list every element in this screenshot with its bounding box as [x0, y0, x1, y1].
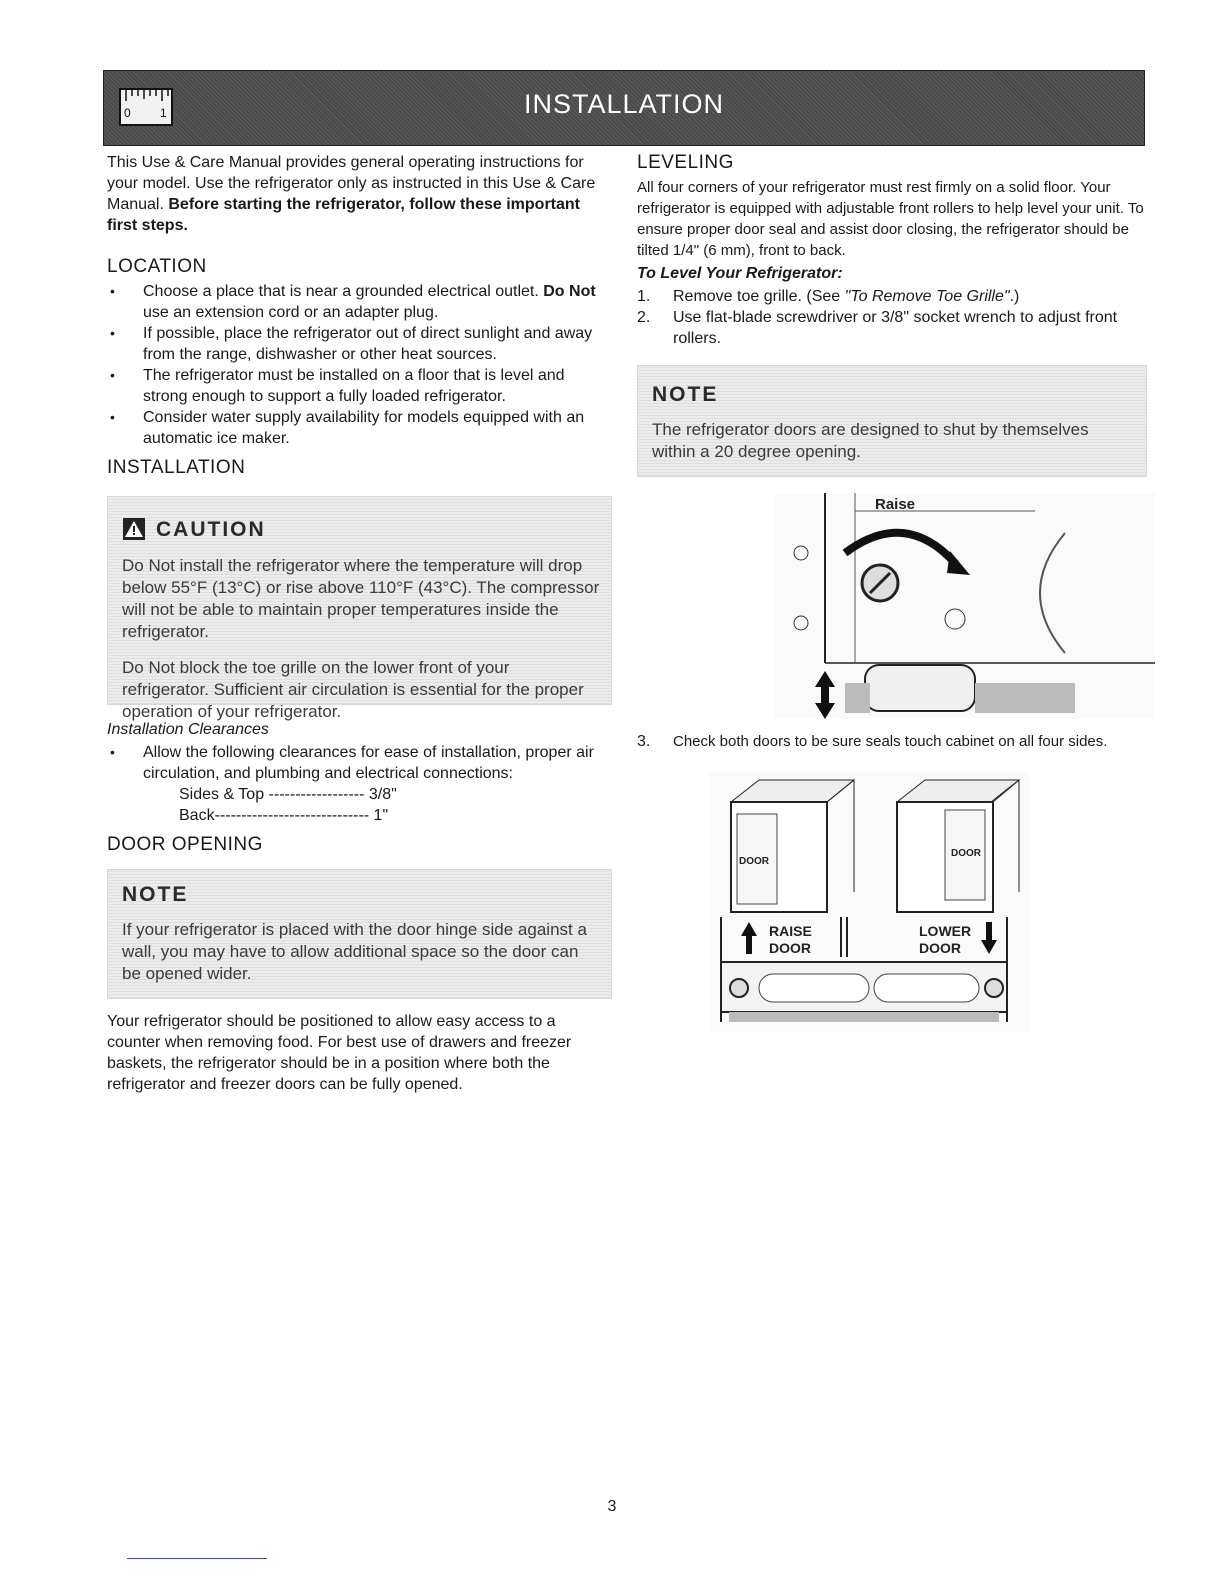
- location-list: [107, 281, 612, 449]
- caution-title: CAUTION: [122, 517, 601, 541]
- raise-label: Raise: [875, 496, 916, 513]
- list-item: • Choose a place that is near a grounded electrical outlet. Do Not use an extension cord or an adapter plug.: [107, 281, 612, 323]
- leveling-note-box: [637, 365, 1147, 477]
- raise-label: RAISE: [769, 923, 812, 939]
- list-item: 1. Remove toe grille. (See "To Remove Toe Grille".): [637, 288, 1020, 305]
- clearance-sides-top: Sides & Top ------------------ 3/8": [179, 786, 397, 803]
- list-item: • The refrigerator must be installed on a floor that is level and strong enough to support a fully loaded refrigerator.: [107, 365, 612, 407]
- ruler-label-0: 0: [124, 106, 131, 120]
- door-opening-heading: DOOR OPENING: [107, 834, 263, 855]
- clearance-back: Back----------------------------- 1": [179, 807, 389, 824]
- clearances-heading: Installation Clearances: [107, 721, 269, 738]
- roller-adjust-figure: [765, 493, 1165, 723]
- left-roller-icon: [730, 979, 748, 997]
- list-item: • Allow the following clearances for ease of installation, proper air circulation, and plumbing and electrical connections:: [107, 742, 612, 784]
- list-item: 3. Check both doors to be sure seals touch cabinet on all four sides.: [637, 733, 1108, 750]
- list-item: • Consider water supply availability for models equipped with an automatic ice maker.: [107, 407, 612, 449]
- right-column: [637, 152, 1147, 1032]
- warning-icon: [122, 517, 146, 541]
- leveling-step-3: [637, 731, 1147, 752]
- caution-text-1: Do Not install the refrigerator where the temperature will drop below 55°F (13°C) or rise above 110°F (43°C). The compressor will not be able to maintain proper temperatures inside the refrigerator.: [122, 556, 600, 641]
- door-opening-body: Your refrigerator should be positioned to allow easy access to a counter when removing food. For best use of drawers and freezer baskets, the refrigerator should be in a position where both the refrigerator and freezer doors can be fully opened.: [107, 1013, 572, 1093]
- door-left-label: DOOR: [739, 856, 769, 867]
- roller: [865, 665, 975, 711]
- intro-paragraph: This Use & Care Manual provides general operating instructions for your model. Use the refrigerator only as instructed in this Use & Care Manual. Before starting the refrigerator, follow these important first steps.: [107, 154, 596, 234]
- location-heading: LOCATION: [107, 256, 207, 277]
- caution-text-2: Do Not block the toe grille on the lower front of your refrigerator. Sufficient air circulation is essential for the proper operation of your refrigerator.: [122, 658, 584, 721]
- door-alignment-figure: [709, 772, 1029, 1032]
- leveling-steps: [637, 286, 1147, 349]
- door-word-left: DOOR: [769, 940, 811, 956]
- note-title: NOTE: [652, 383, 719, 406]
- door-word-right: DOOR: [919, 940, 961, 956]
- left-column: [107, 152, 612, 1095]
- right-roller-icon: [985, 979, 1003, 997]
- door-right-label: DOOR: [951, 848, 981, 859]
- note-text: The refrigerator doors are designed to shut by themselves within a 20 degree opening.: [652, 420, 1089, 461]
- page-number: 3: [607, 1498, 617, 1515]
- leveling-procedure-heading: To Level Your Refrigerator:: [637, 265, 843, 282]
- clearances-list: [107, 742, 612, 784]
- footer-rule: [127, 1558, 267, 1559]
- note-title: NOTE: [122, 883, 189, 906]
- caution-box: [107, 496, 612, 721]
- leveling-body: All four corners of your refrigerator must rest firmly on a solid floor. Your refrigerator is equipped with adjustable front rollers to help level your unit. To ensure proper door seal and assist door closing, the refrigerator should be tilted 1/4" (6 mm), front to back.: [637, 179, 1144, 259]
- list-item: 2. Use flat-blade screwdriver or 3/8" socket wrench to adjust front rollers.: [637, 309, 1118, 347]
- leveling-heading: LEVELING: [637, 152, 734, 173]
- section-banner: [103, 70, 1145, 146]
- ruler-label-1: 1: [160, 106, 167, 120]
- note-text: If your refrigerator is placed with the door hinge side against a wall, you may have to allow additional space so the door can be opened wider.: [122, 920, 587, 983]
- installation-heading: INSTALLATION: [107, 457, 246, 478]
- lower-label: LOWER: [919, 923, 972, 939]
- door-note-box: [107, 869, 612, 999]
- list-item: • If possible, place the refrigerator out of direct sunlight and away from the range, dishwasher or other heat sources.: [107, 323, 612, 365]
- page-title: INSTALLATION: [523, 89, 725, 119]
